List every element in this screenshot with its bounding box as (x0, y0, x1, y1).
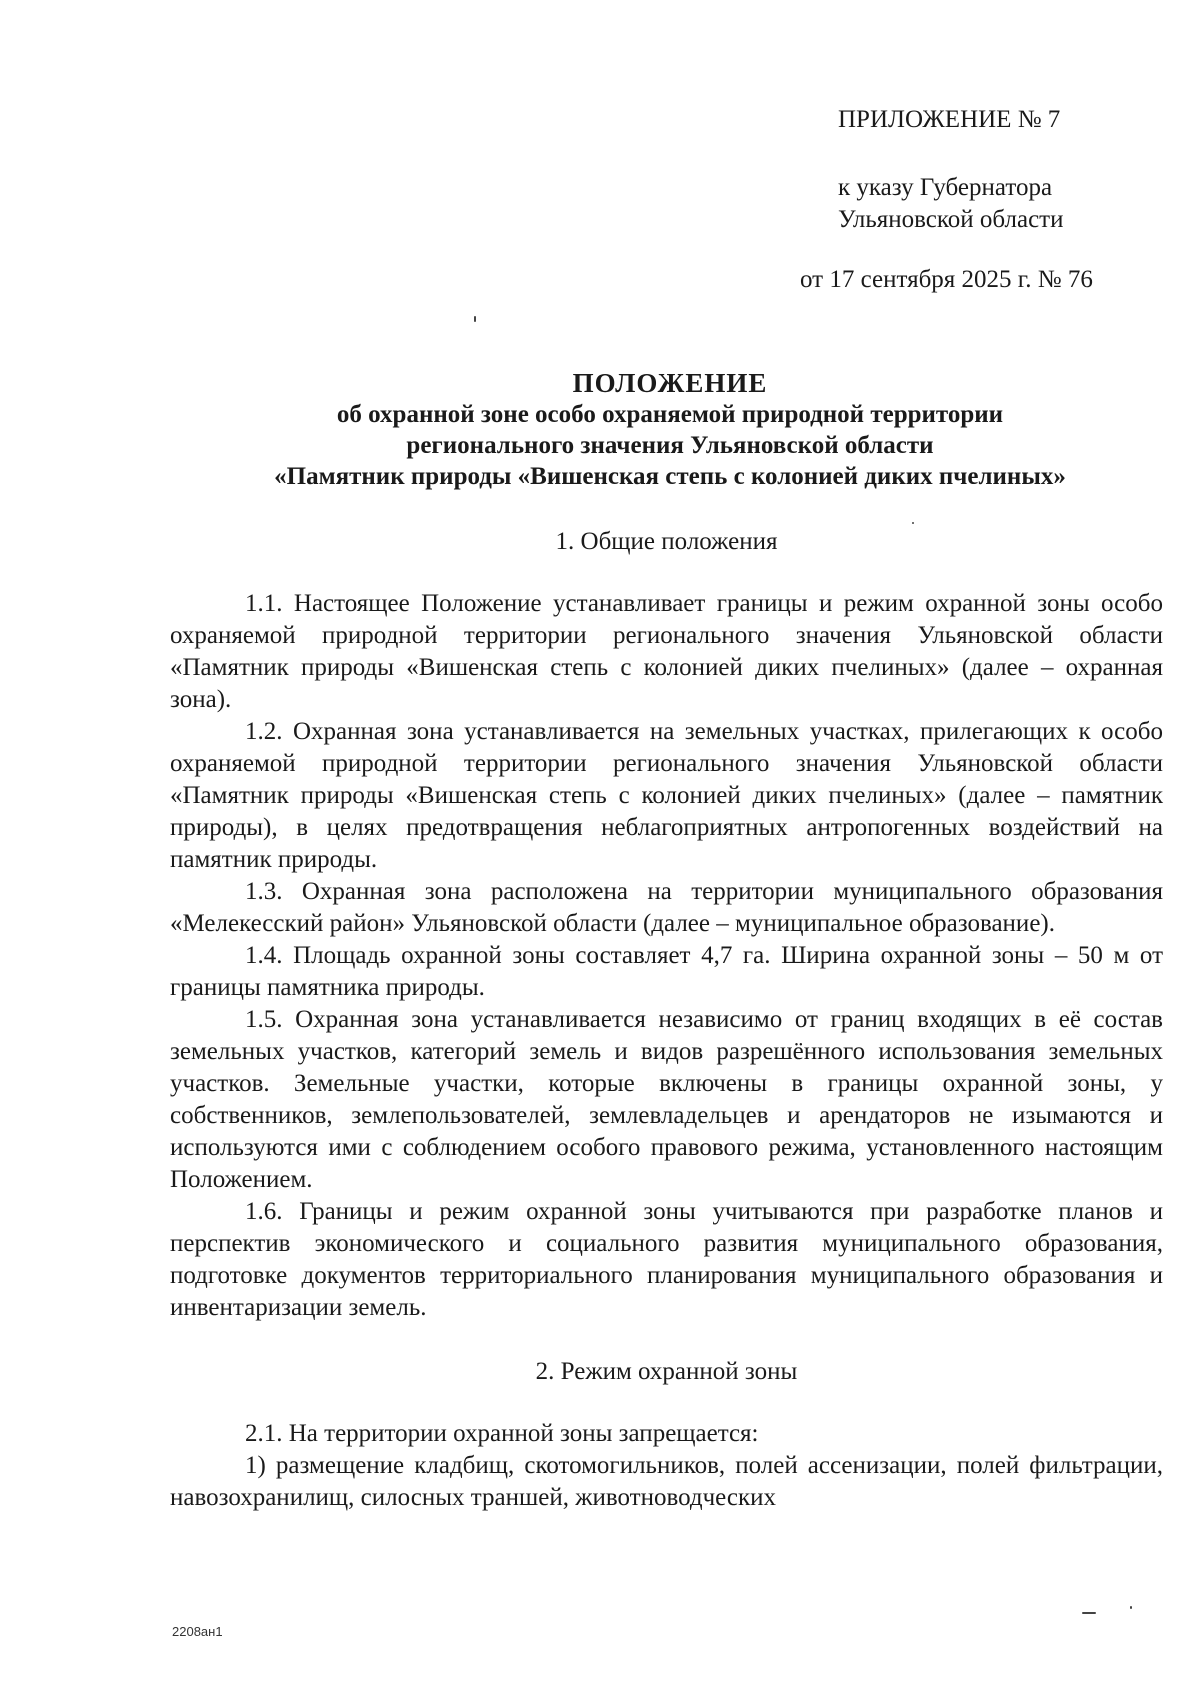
section-1-heading: 1. Общие положения (555, 528, 778, 555)
scan-speck (1082, 1612, 1096, 1614)
paragraph-2-1: 2.1. На территории охранной зоны запрещается: (245, 1420, 759, 1447)
title-main: ПОЛОЖЕНИЕ (572, 368, 768, 398)
paragraph-2-1-item-1: 1) размещение кладбищ, скотомогильников, полей ассенизации, полей фильтрации, навозохранилищ, силосных траншей, животноводческих (170, 1452, 1163, 1511)
paragraph-1-5: 1.5. Охранная зона устанавливается независимо от границ входящих в её состав земельных участков, категорий земель и видов разрешённого использования земельных участков. Земельные участки, которые включены в границы охранной зоны, у собственников, землепользователей, землевладельцев и арендаторов не изымаются и используются ими с соблюдением особого правового режима, установленного настоящим Положением. (170, 1006, 1163, 1193)
paragraph-1-2: 1.2. Охранная зона устанавливается на земельных участках, прилегающих к особо охраняемой природной территории регионального значения Ульяновской области «Памятник природы «Вишенская степь с колонией диких пчелиных» (далее – памятник природы), в целях предотвращения неблагоприятных антропогенных воздействий на памятник природы. (170, 718, 1163, 873)
document-body (170, 526, 1163, 1514)
appendix-region-line: Ульяновской области (838, 206, 1064, 233)
paragraph-1-1: 1.1. Настоящее Положение устанавливает границы и режим охранной зоны особо охраняемой природной территории регионального значения Ульяновской области «Памятник природы «Вишенская степь с колонией диких пчелиных» (далее – охранная зона). (170, 590, 1163, 713)
appendix-date: от 17 сентября 2025 г. № 76 (800, 266, 1093, 293)
title-line-1: об охранной зоне особо охраняемой природной территории (336, 401, 1004, 428)
scan-speck (1130, 1606, 1132, 1609)
title-line-3: «Памятник природы «Вишенская степь с колонией диких пчелиных» (274, 463, 1066, 490)
scan-speck (474, 316, 476, 322)
paragraph-1-4: 1.4. Площадь охранной зоны составляет 4,7 га. Ширина охранной зоны – 50 м от границы памятника природы. (170, 942, 1163, 1001)
document-title (170, 368, 1170, 492)
section-2-heading: 2. Режим охранной зоны (535, 1358, 798, 1385)
appendix-header (800, 104, 1093, 296)
document-code: 2208ан1 (172, 1624, 223, 1639)
title-line-2: регионального значения Ульяновской области (406, 432, 934, 459)
paragraph-1-6: 1.6. Границы и режим охранной зоны учитываются при разработке планов и перспектив экономического и социального развития муниципального образования, подготовке документов территориального планирования муниципального образования и инвентаризации земель. (170, 1198, 1163, 1321)
scan-speck (912, 522, 914, 524)
paragraph-1-3: 1.3. Охранная зона расположена на территории муниципального образования «Мелекесский район» Ульяновской области (далее – муниципальное образование). (170, 878, 1163, 937)
appendix-number: ПРИЛОЖЕНИЕ № 7 (838, 106, 1061, 133)
appendix-decree-line: к указу Губернатора (838, 174, 1053, 201)
